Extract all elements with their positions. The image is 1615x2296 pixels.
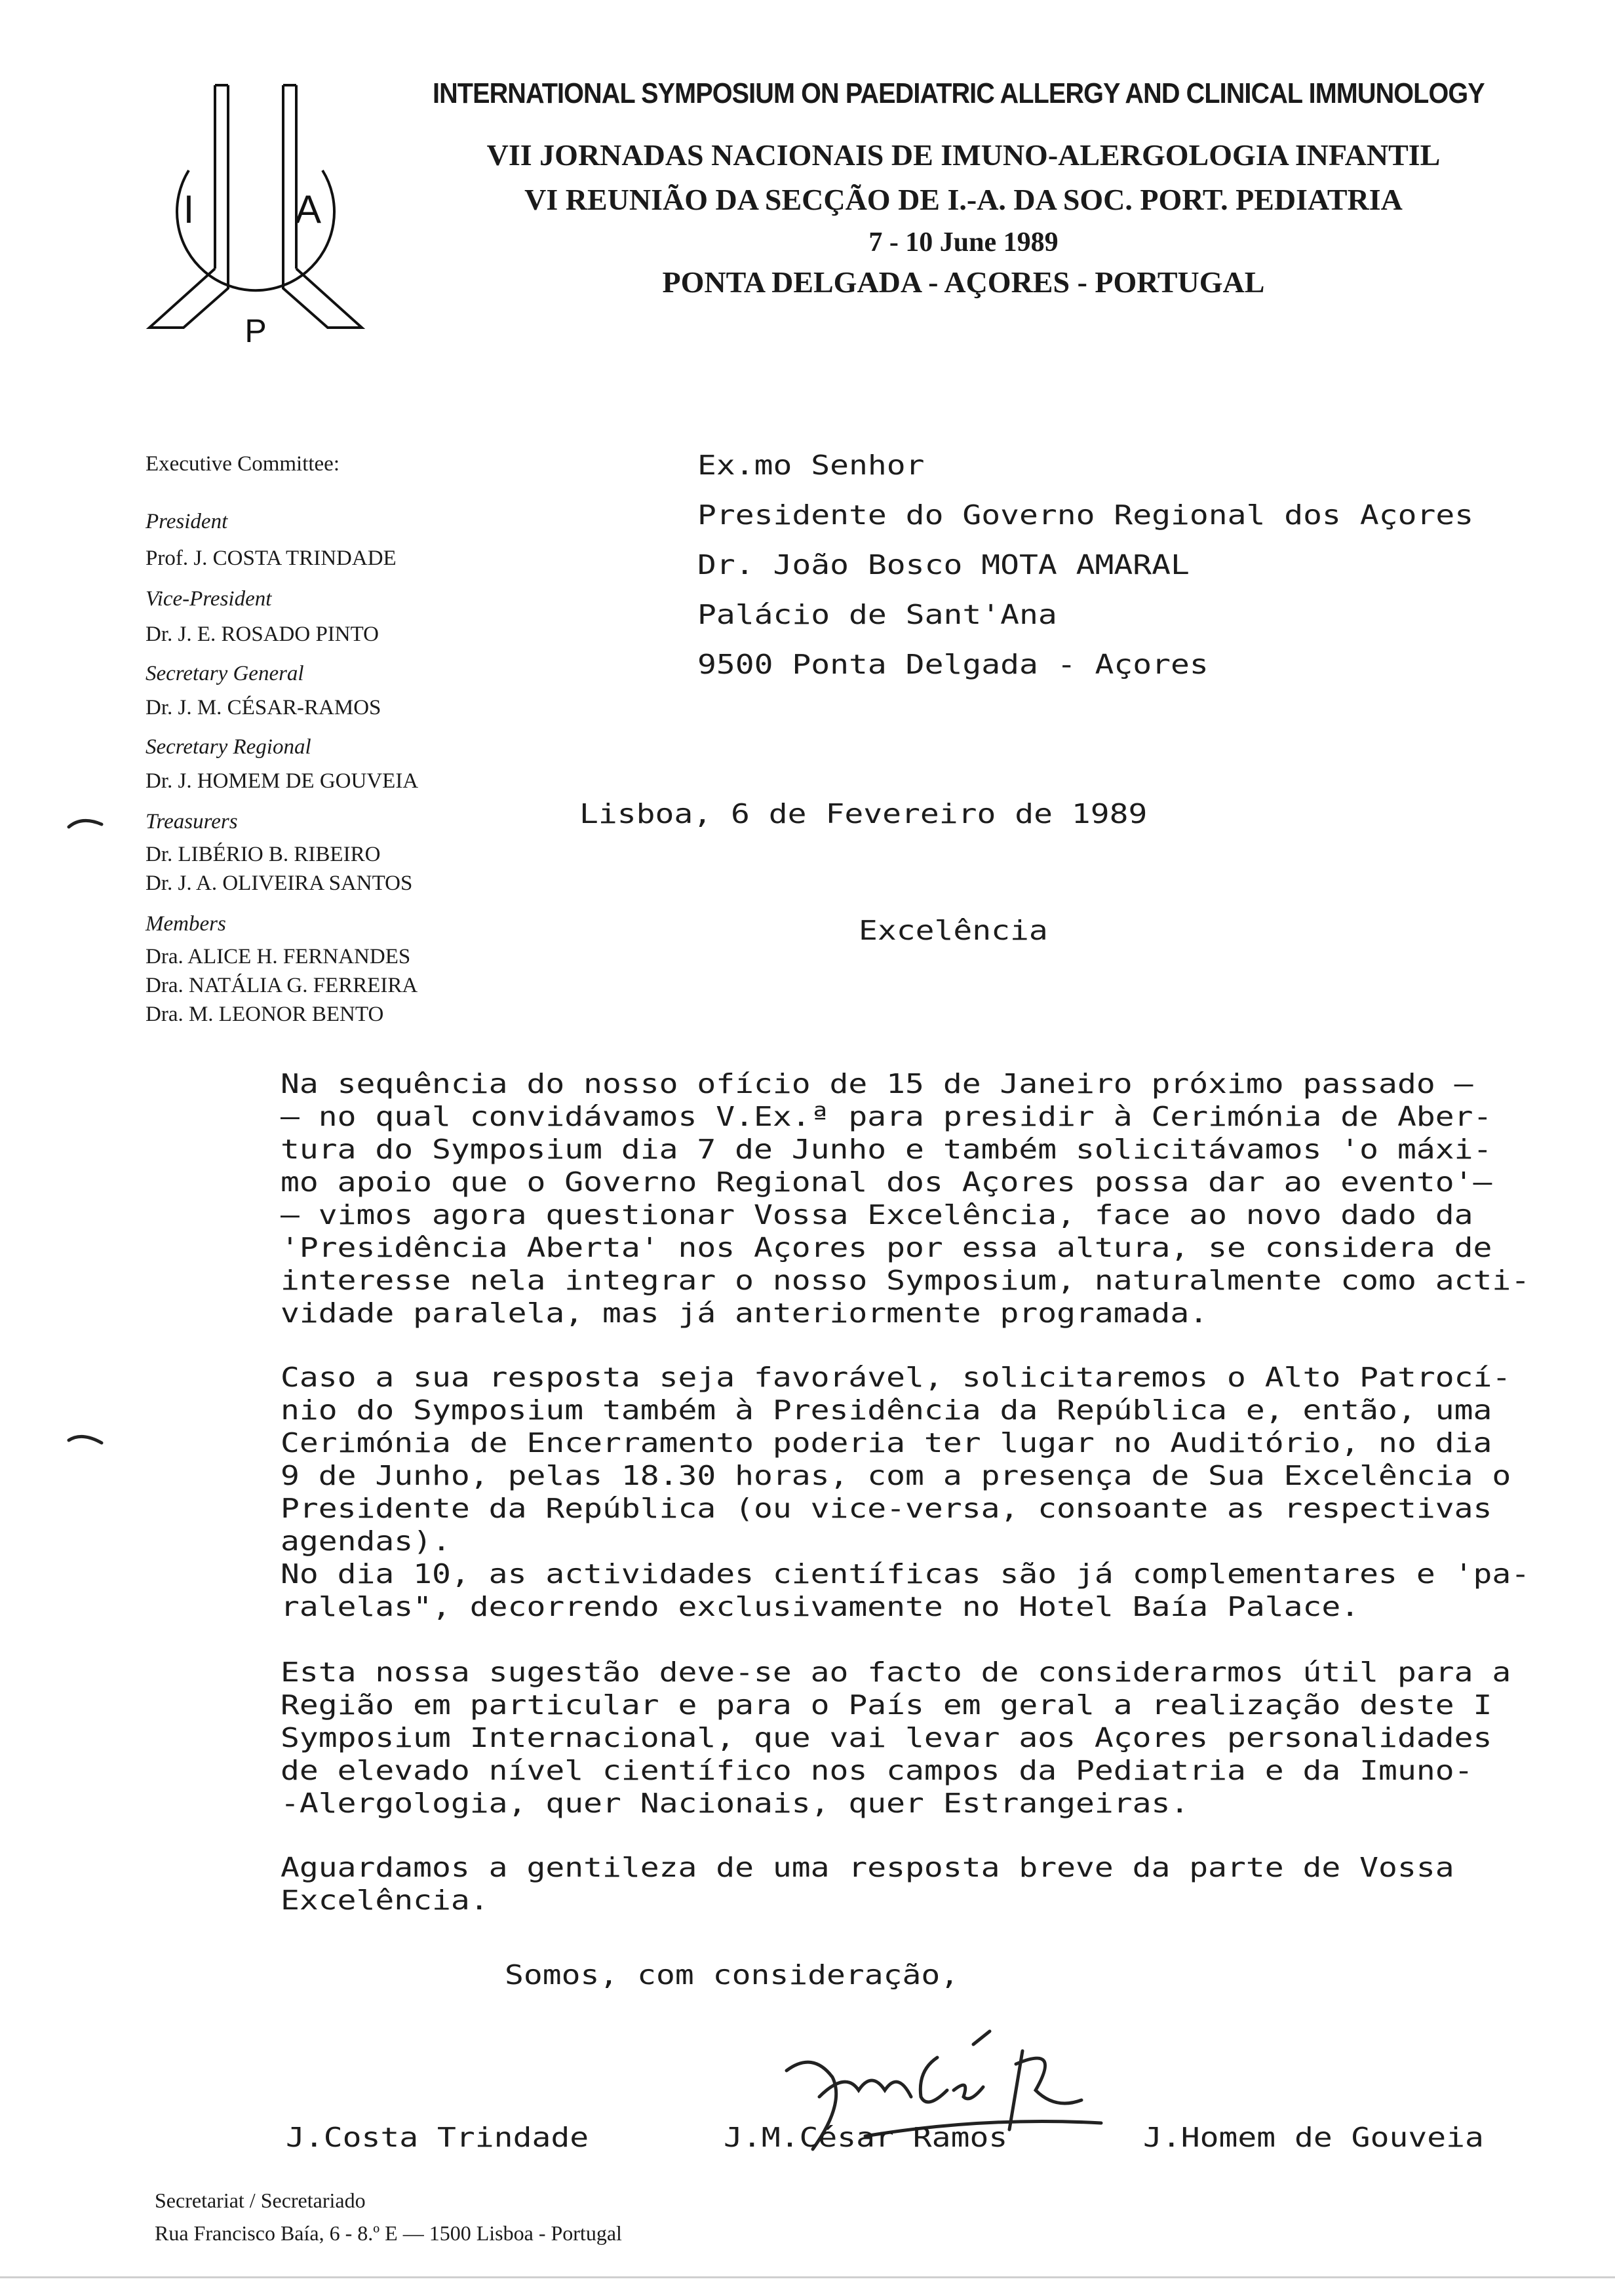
signatory-homem-de-gouveia: J.Homem de Gouveia <box>1143 2122 1484 2153</box>
member-secretary-general: Dr. J. M. CÉSAR-RAMOS <box>146 696 381 719</box>
body-line: — no qual convidávamos V.Ex.ª para presidir à Cerimónia de Aber- <box>281 1101 1492 1132</box>
body-line: Região em particular e para o País em geral a realização deste I <box>281 1689 1492 1721</box>
event-dates: 7 - 10 June 1989 <box>868 227 1059 258</box>
logo-letter-p: P <box>244 313 267 347</box>
body-line: — vimos agora questionar Vossa Excelência, face ao novo dado da <box>281 1199 1473 1231</box>
body-line: Symposium Internacional, que vai levar aos Açores personalidades <box>281 1722 1492 1753</box>
address-line: Dr. João Bosco MOTA AMARAL <box>697 549 1190 581</box>
body-line: vidade paralela, mas já anteriormente programada. <box>281 1297 1209 1329</box>
member: Dra. NATÁLIA G. FERREIRA <box>146 974 418 997</box>
footer-secretariat: Secretariat / Secretariado <box>155 2189 366 2212</box>
page-edge-rule <box>0 2276 1615 2278</box>
body-line: Caso a sua resposta seja favorável, solicitaremos o Alto Patrocí- <box>281 1362 1511 1393</box>
body-line: Esta nossa sugestão deve-se ao facto de considerarmos útil para a <box>281 1656 1511 1688</box>
member-president: Prof. J. COSTA TRINDADE <box>146 546 397 570</box>
role-secretary-general: Secretary General <box>146 662 304 685</box>
jornadas-line: VII JORNADAS NACIONAIS DE IMUNO-ALERGOLOGIA INFANTIL <box>486 138 1441 172</box>
body-line: de elevado nível científico nos campos da Pediatria e da Imuno- <box>281 1755 1473 1786</box>
role-members: Members <box>146 912 226 936</box>
body-line: agendas). <box>281 1525 451 1557</box>
margin-mark <box>66 1428 105 1448</box>
body-line: tura do Symposium dia 7 de Junho e também solicitávamos 'o máxi- <box>281 1134 1492 1165</box>
member-treasurer: Dr. LIBÉRIO B. RIBEIRO <box>146 843 381 866</box>
body-line: 9 de Junho, pelas 18.30 horas, com a presença de Sua Excelência o <box>281 1460 1511 1491</box>
closing: Somos, com consideração, <box>505 1959 960 1991</box>
letter-date: Lisboa, 6 de Fevereiro de 1989 <box>579 798 1148 830</box>
logo-letter-i: I <box>183 187 195 231</box>
role-treasurers: Treasurers <box>146 810 238 833</box>
body-line: Na sequência do nosso ofício de 15 de Janeiro próximo passado — <box>281 1068 1473 1100</box>
committee-heading: Executive Committee: <box>146 452 340 476</box>
signatory-cesar-ramos: J.M.César Ramos <box>724 2122 1008 2153</box>
address-line: Palácio de Sant'Ana <box>697 599 1057 630</box>
body-line: ralelas", decorrendo exclusivamente no Hotel Baía Palace. <box>281 1591 1360 1622</box>
body-line: No dia 10, as actividades científicas são já complementares e 'pa- <box>281 1558 1530 1590</box>
member: Dra. ALICE H. FERNANDES <box>146 945 411 968</box>
role-president: President <box>146 510 228 533</box>
footer-address: Rua Francisco Baía, 6 - 8.º E — 1500 Lisboa - Portugal <box>155 2221 622 2245</box>
body-line: Presidente da República (ou vice-versa, consoante as respectivas <box>281 1493 1492 1524</box>
role-vice-president: Vice-President <box>146 587 272 611</box>
address-line: Presidente do Governo Regional dos Açores <box>697 499 1474 531</box>
signatory-costa-trindade: J.Costa Trindade <box>286 2122 589 2153</box>
role-secretary-regional: Secretary Regional <box>146 735 311 759</box>
address-line: 9500 Ponta Delgada - Açores <box>697 649 1209 680</box>
body-line: interesse nela integrar o nosso Symposium, naturalmente como acti- <box>281 1265 1530 1296</box>
reuniao-line: VI REUNIÃO DA SECÇÃO DE I.-A. DA SOC. PORT. PEDIATRIA <box>524 183 1403 216</box>
margin-mark <box>66 813 105 832</box>
symposium-title: INTERNATIONAL SYMPOSIUM ON PAEDIATRIC ALLERGY AND CLINICAL IMMUNOLOGY <box>433 77 1485 109</box>
symposium-logo <box>138 72 374 347</box>
body-line: mo apoio que o Governo Regional dos Açores possa dar ao evento'— <box>281 1166 1492 1198</box>
body-line: 'Presidência Aberta' nos Açores por essa altura, se considera de <box>281 1232 1492 1263</box>
logo-letter-a: A <box>294 187 322 231</box>
member-treasurer: Dr. J. A. OLIVEIRA SANTOS <box>146 871 413 895</box>
member: Dra. M. LEONOR BENTO <box>146 1003 384 1026</box>
body-line: Aguardamos a gentileza de uma resposta breve da parte de Vossa <box>281 1852 1454 1883</box>
event-location: PONTA DELGADA - AÇORES - PORTUGAL <box>662 265 1265 299</box>
member-vice-president: Dr. J. E. ROSADO PINTO <box>146 622 379 646</box>
body-line: -Alergologia, quer Nacionais, quer Estrangeiras. <box>281 1788 1190 1819</box>
member-secretary-regional: Dr. J. HOMEM DE GOUVEIA <box>146 769 419 793</box>
address-line: Ex.mo Senhor <box>697 450 925 481</box>
body-line: Excelência. <box>281 1885 489 1916</box>
body-line: Cerimónia de Encerramento poderia ter lugar no Auditório, no dia <box>281 1427 1492 1459</box>
body-line: nio do Symposium também à Presidência da República e, então, uma <box>281 1394 1492 1426</box>
salutation: Excelência <box>859 915 1048 946</box>
